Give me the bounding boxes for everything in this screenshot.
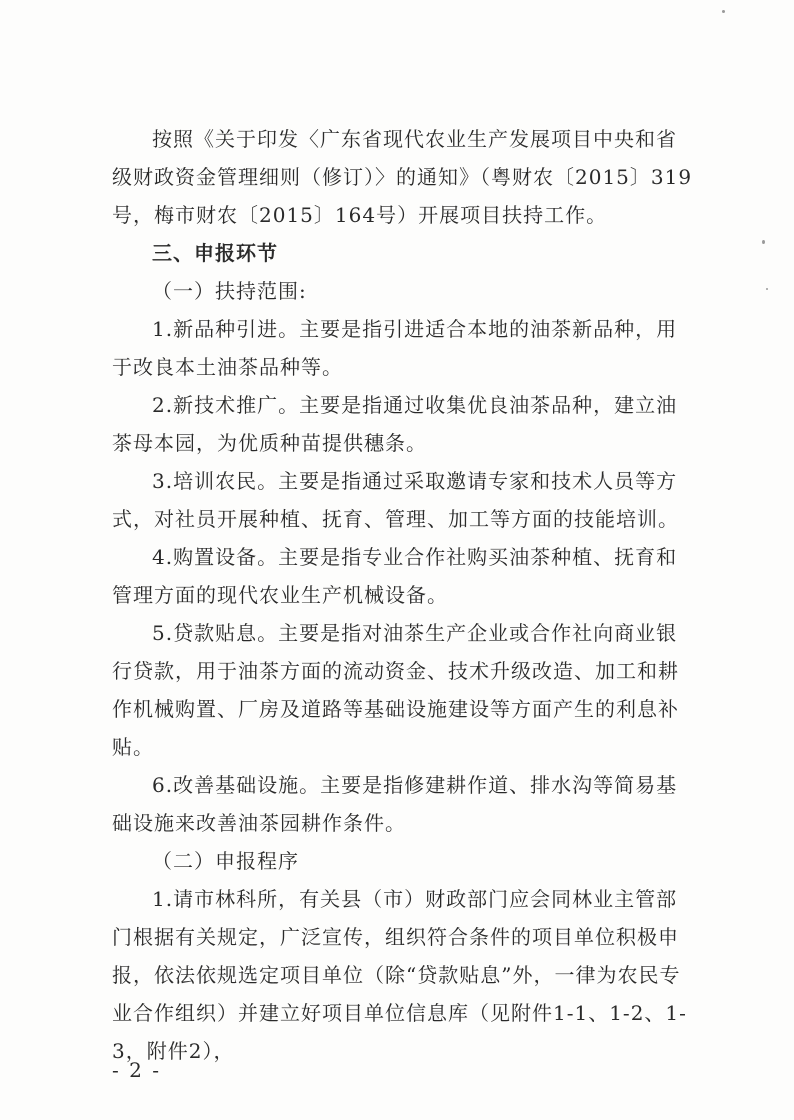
list-item-new-variety: 1.新品种引进。主要是指引进适合本地的油茶新品种，用于改良本土油茶品种等。 (112, 317, 678, 379)
paragraph-intro: 按照《关于印发〈广东省现代农业生产发展项目中央和省级财政资金管理细则（修订）〉的通知》（粤财农〔2015〕319号，梅市财农〔2015〕164号）开展项目扶持工作。 (112, 127, 693, 227)
list-item-loan-subsidy: 5.贷款贴息。主要是指对油茶生产企业或合作社向商业银行贷款，用于油茶方面的流动资金、技术升级改造、加工和耕作机械购置、厂房及道路等基础设施建设等方面产生的利息补贴。 (112, 621, 679, 759)
list-item-procedure-1: 1.请市林科所，有关县（市）财政部门应会同林业主管部门根据有关规定，广泛宣传，组织符合条件的项目单位积极申报，依法依规选定项目单位（除“贷款贴息”外，一律为农民专业合作组织）并建立好项目单位信息库（见附件1-1、1-2、1-3，附件2）， (112, 887, 687, 1063)
document-body (112, 120, 697, 1070)
scan-speck (766, 288, 768, 290)
subsection-heading-procedure: （二）申报程序 (152, 849, 299, 873)
list-item-equipment: 4.购置设备。主要是指专业合作社购买油茶种植、抚育和管理方面的现代农业生产机械设备。 (112, 545, 678, 607)
page-number: - 2 - (112, 1058, 161, 1082)
list-item-farmer-training: 3.培训农民。主要是指通过采取邀请专家和技术人员等方式，对社员开展种植、抚育、管理、加工等方面的技能培训。 (112, 469, 679, 531)
subsection-heading-scope: （一）扶持范围: (152, 279, 307, 303)
list-item-infrastructure: 6.改善基础设施。主要是指修建耕作道、排水沟等简易基础设施来改善油茶园耕作条件。 (112, 773, 678, 835)
scan-speck (762, 240, 765, 244)
scan-speck (722, 10, 725, 13)
section-heading-application: 三、申报环节 (152, 241, 278, 265)
list-item-new-technology: 2.新技术推广。主要是指通过收集优良油茶品种，建立油茶母本园，为优质种苗提供穗条。 (112, 393, 678, 455)
